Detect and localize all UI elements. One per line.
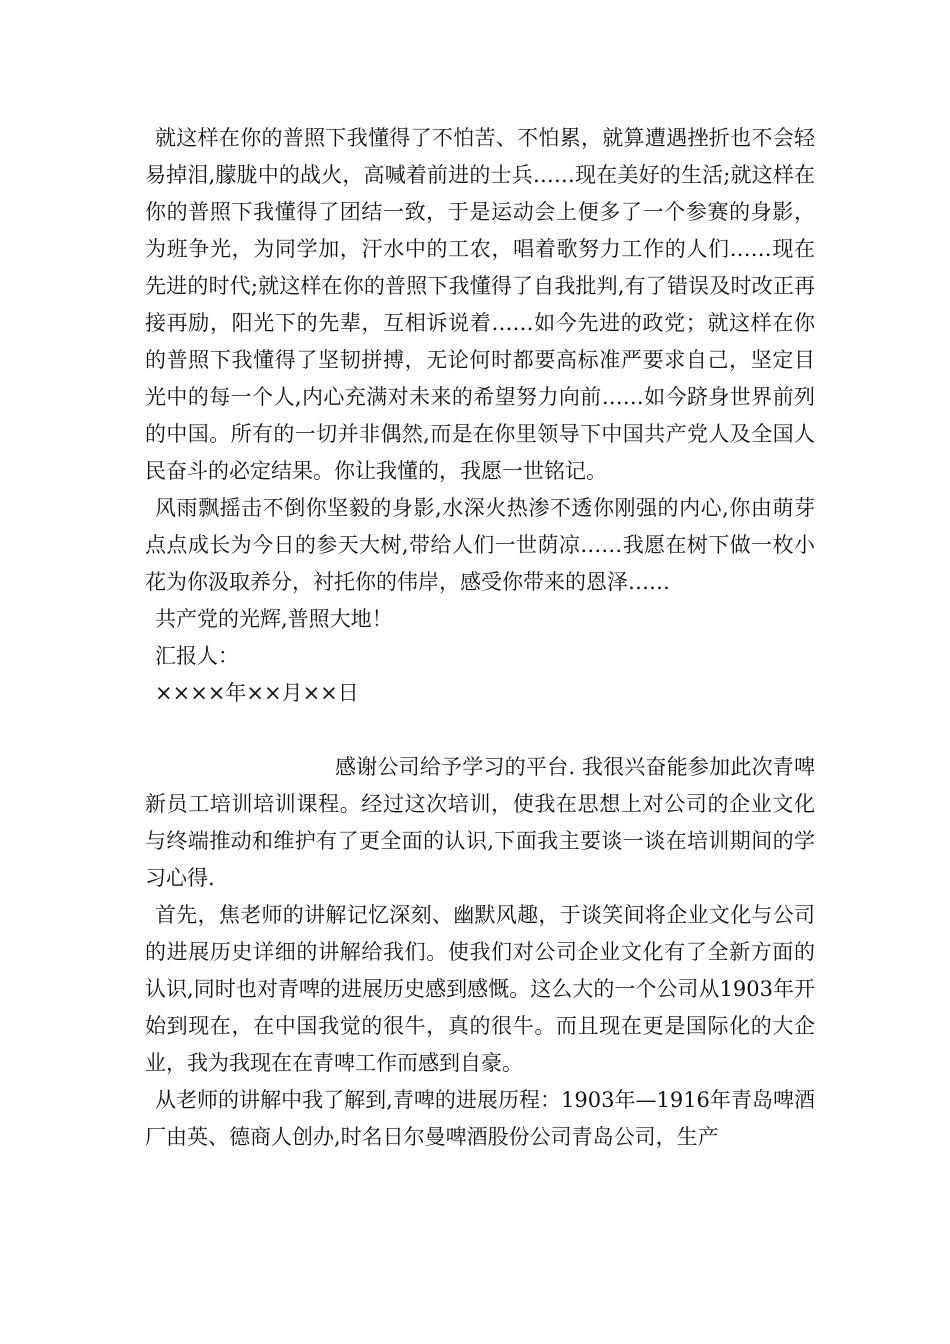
paragraph-history: 从老师的讲解中我了解到,青啤的进展历程：1903年—1916年青岛啤酒厂由英、德商人创办,时名日尔曼啤酒股份公司青岛公司，生产 [145,1088,815,1149]
paragraph-storm: 风雨飘摇击不倒你坚毅的身影,水深火热渗不透你刚强的内心,你由萌芽点点成长为今日的参天大树,带给人们一世荫凉……我愿在树下做一枚小花为你汲取养分，衬托你的伟岸，感受你带来的恩泽…… [145,496,815,594]
paragraph-training-intro: 感谢公司给予学习的平台. 我很兴奋能参加此次青啤新员工培训培训课程。经过这次培训，使我在思想上对公司的企业文化与终端推动和维护有了更全面的认识,下面我主要谈一谈在培训期间的学习心得. [145,755,815,890]
paragraph-guidance: 就这样在你的普照下我懂得了不怕苦、不怕累，就算遭遇挫折也不会轻易掉泪,朦胧中的战火，高喊着前进的士兵……现在美好的生活;就这样在你的普照下我懂得了团结一致，于是运动会上便多了一个参赛的身影，为班争光，为同学加，汗水中的工农，唱着歌努力工作的人们……现在先进的时代;就这样在你的普照下我懂得了自我批判,有了错误及时改正再接再励，阳光下的先辈，互相诉说着……如今先进的政党；就这样在你的普照下我懂得了坚韧拼搏，无论何时都要高标准严要求自己，坚定目光中的每一个人,内心充满对未来的希望努力向前……如今跻身世界前列的中国。所有的一切并非偶然,而是在你里领导下中国共产党人及全国人民奋斗的必定结果。你让我懂的，我愿一世铭记。 [145,126,815,483]
document-body [145,120,815,1156]
date-line: ××××年××月××日 [155,681,359,705]
paragraph-slogan: 共产党的光辉,普照大地！ [155,607,393,631]
section-gap [145,712,815,749]
paragraph-teacher: 首先，焦老师的讲解记忆深刻、幽默风趣，于谈笑间将企业文化与公司的进展历史详细的讲解给我们。使我们对公司企业文化有了全新方面的认识,同时也对青啤的进展历史感到感慨。这么大的一个公司从1903年开始到现在，在中国我觉的很牛，真的很牛。而且现在更是国际化的大企业，我为我现在在青啤工作而感到自豪。 [145,903,815,1075]
reporter-label: 汇报人： [155,644,239,668]
